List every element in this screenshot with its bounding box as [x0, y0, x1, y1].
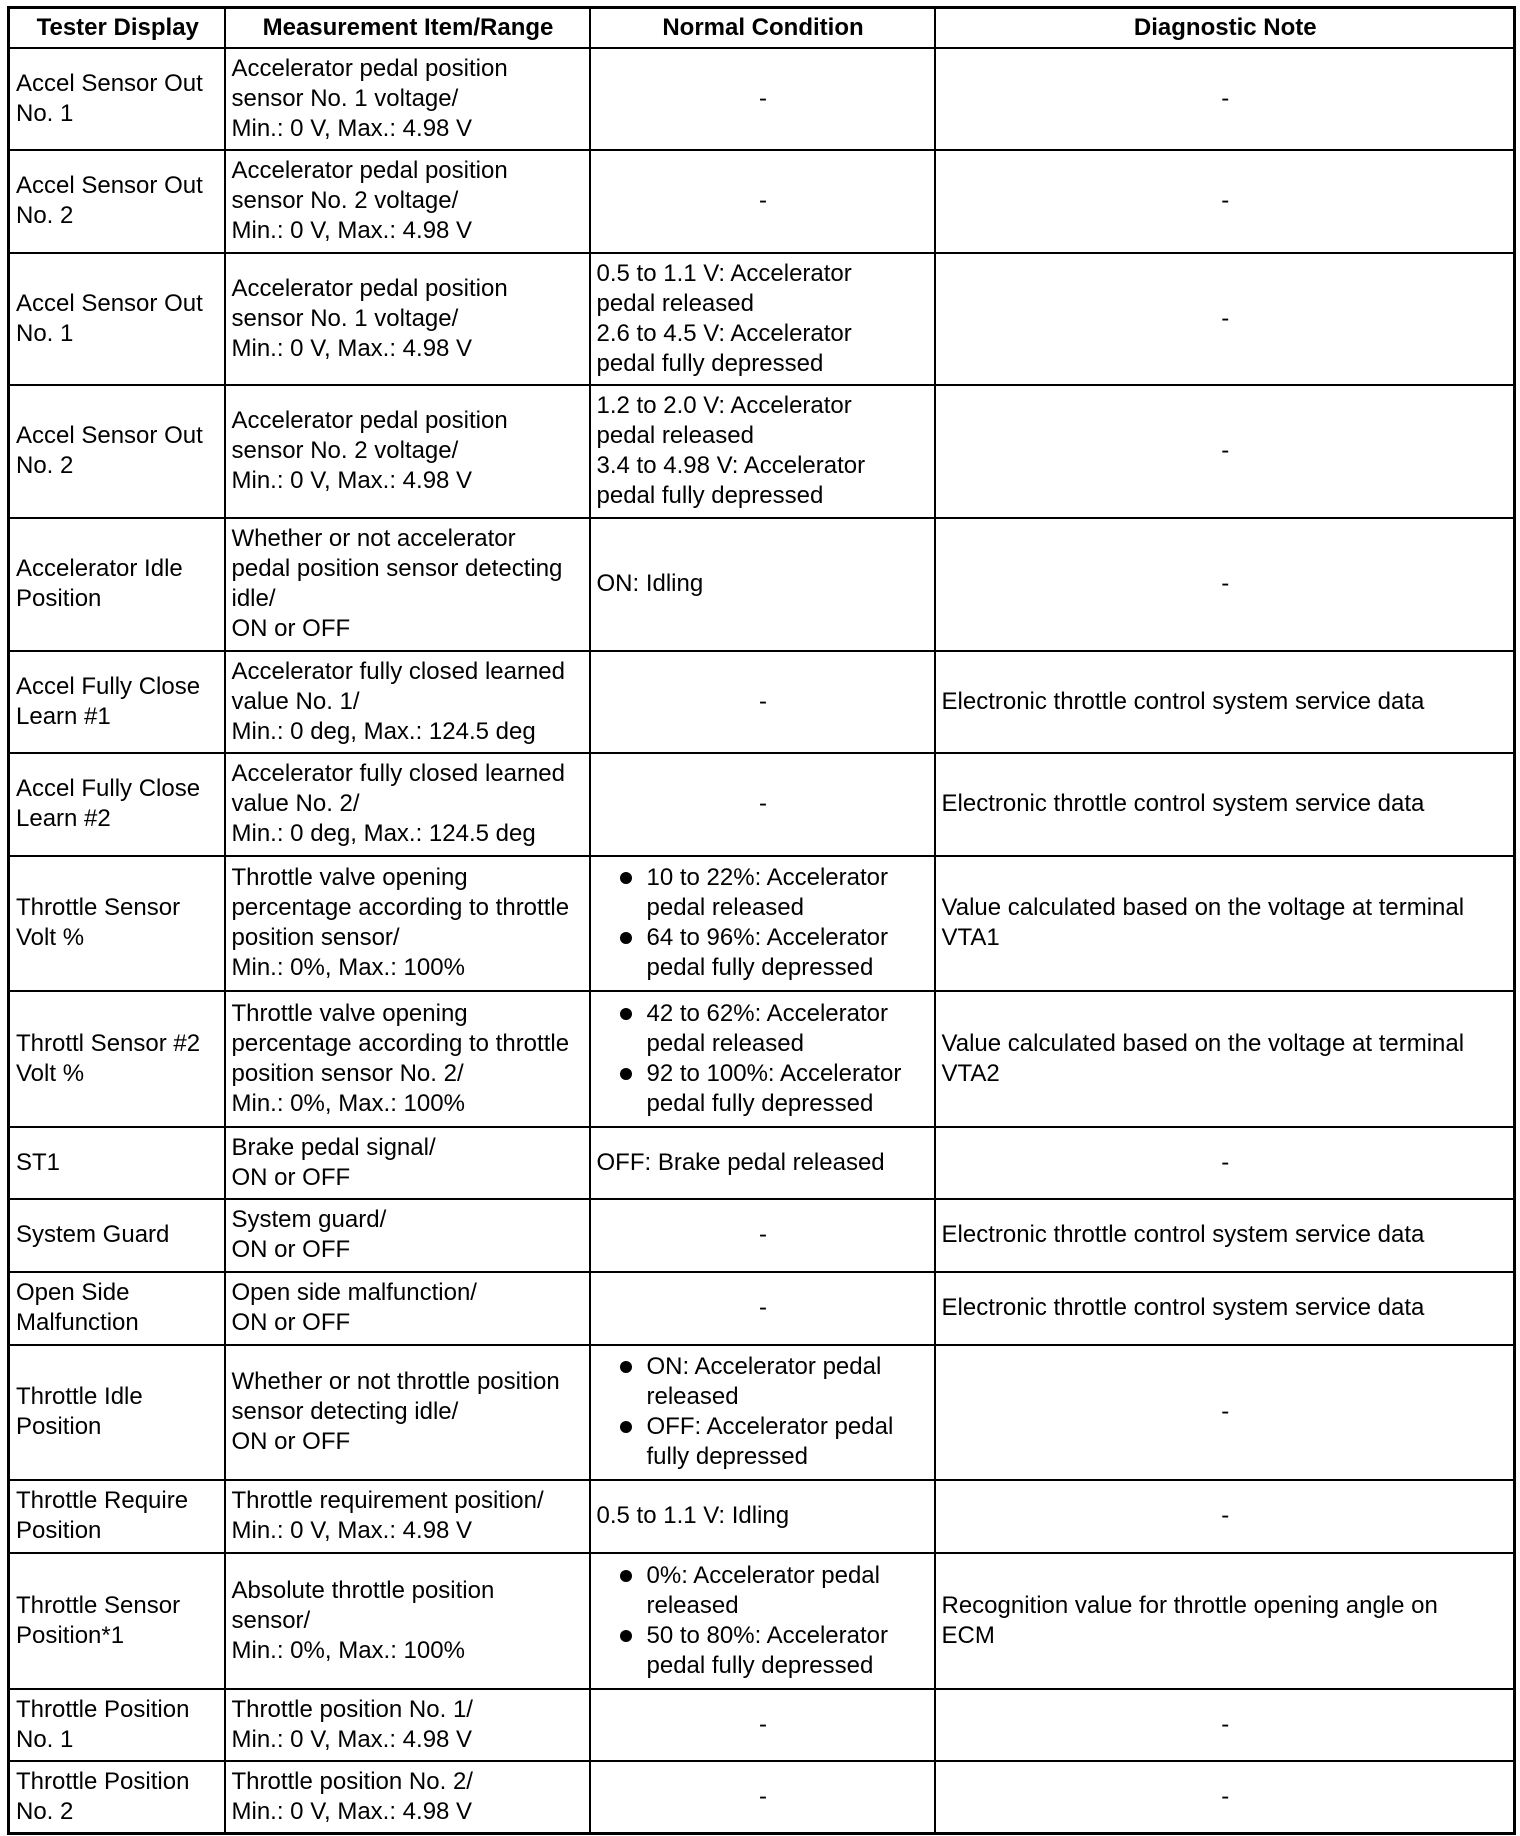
cell-tester-display: Throttle Sensor Position*1: [9, 1553, 225, 1689]
cell-normal-condition: -: [590, 753, 935, 856]
bullet-icon: [620, 1630, 632, 1642]
cell-diagnostic-note: -: [935, 1345, 1515, 1480]
table-row: [9, 1199, 1515, 1272]
cell-measurement-item: System guard/ ON or OFF: [225, 1199, 590, 1272]
cell-measurement-item: Whether or not accelerator pedal position sensor detecting idle/ ON or OFF: [225, 518, 590, 651]
cell-diagnostic-note: -: [935, 1689, 1515, 1761]
table-row: [9, 856, 1515, 991]
cell-diagnostic-note: Recognition value for throttle opening angle on ECM: [935, 1553, 1515, 1689]
cell-normal-condition: -: [590, 1199, 935, 1272]
cell-tester-display: Accelerator Idle Position: [9, 518, 225, 651]
bullet-text: 0%: Accelerator pedal released: [646, 1561, 880, 1619]
table-row: [9, 1761, 1515, 1834]
cell-diagnostic-note: Electronic throttle control system service data: [935, 753, 1515, 856]
cell-normal-condition: 1.2 to 2.0 V: Accelerator pedal released 3.4 to 4.98 V: Accelerator pedal fully depressed: [590, 385, 935, 518]
cell-normal-condition: -: [590, 1689, 935, 1761]
cell-diagnostic-note: Value calculated based on the voltage at terminal VTA1: [935, 856, 1515, 991]
bullet-item: [597, 999, 930, 1059]
cell-tester-display: Throttle Position No. 2: [9, 1761, 225, 1834]
bullet-icon: [620, 872, 632, 884]
table-row: [9, 1553, 1515, 1689]
cell-normal-condition: 0.5 to 1.1 V: Idling: [590, 1480, 935, 1553]
cell-normal-condition: [590, 856, 935, 991]
cell-diagnostic-note: Electronic throttle control system service data: [935, 1199, 1515, 1272]
table-row: [9, 1689, 1515, 1761]
bullet-text: 42 to 62%: Accelerator pedal released: [646, 999, 888, 1057]
cell-diagnostic-note: -: [935, 150, 1515, 253]
cell-measurement-item: Accelerator pedal position sensor No. 2 voltage/ Min.: 0 V, Max.: 4.98 V: [225, 385, 590, 518]
cell-diagnostic-note: Electronic throttle control system service data: [935, 1272, 1515, 1345]
bullet-icon: [620, 1570, 632, 1582]
cell-normal-condition: -: [590, 48, 935, 150]
cell-tester-display: Accel Fully Close Learn #1: [9, 651, 225, 753]
cell-tester-display: Throttle Position No. 1: [9, 1689, 225, 1761]
cell-measurement-item: Brake pedal signal/ ON or OFF: [225, 1127, 590, 1199]
cell-measurement-item: Accelerator pedal position sensor No. 1 voltage/ Min.: 0 V, Max.: 4.98 V: [225, 253, 590, 385]
cell-diagnostic-note: -: [935, 1127, 1515, 1199]
bullet-item: [597, 1621, 930, 1681]
cell-tester-display: Throttl Sensor #2 Volt %: [9, 991, 225, 1127]
cell-diagnostic-note: Value calculated based on the voltage at terminal VTA2: [935, 991, 1515, 1127]
bullet-icon: [620, 1421, 632, 1433]
cell-measurement-item: Throttle requirement position/ Min.: 0 V, Max.: 4.98 V: [225, 1480, 590, 1553]
cell-normal-condition: [590, 1553, 935, 1689]
table-row: [9, 150, 1515, 253]
bullet-text: 92 to 100%: Accelerator pedal fully depressed: [646, 1059, 902, 1117]
cell-measurement-item: Throttle valve opening percentage according to throttle position sensor No. 2/ Min.: 0%, Max.: 100%: [225, 991, 590, 1127]
cell-normal-condition: -: [590, 1272, 935, 1345]
header-tester-display: Tester Display: [9, 8, 225, 48]
cell-normal-condition: [590, 991, 935, 1127]
cell-measurement-item: Accelerator pedal position sensor No. 1 voltage/ Min.: 0 V, Max.: 4.98 V: [225, 48, 590, 150]
bullet-item: [597, 923, 930, 983]
header-normal-condition: Normal Condition: [590, 8, 935, 48]
table-row: [9, 48, 1515, 150]
cell-normal-condition: -: [590, 1761, 935, 1834]
bullet-icon: [620, 1068, 632, 1080]
data-list-table: [7, 6, 1516, 1835]
cell-tester-display: Open Side Malfunction: [9, 1272, 225, 1345]
table-row: [9, 1345, 1515, 1480]
table-row: [9, 651, 1515, 753]
table-row: [9, 253, 1515, 385]
bullet-icon: [620, 932, 632, 944]
cell-measurement-item: Accelerator pedal position sensor No. 2 voltage/ Min.: 0 V, Max.: 4.98 V: [225, 150, 590, 253]
cell-diagnostic-note: Electronic throttle control system service data: [935, 651, 1515, 753]
cell-measurement-item: Open side malfunction/ ON or OFF: [225, 1272, 590, 1345]
cell-tester-display: System Guard: [9, 1199, 225, 1272]
table-row: [9, 385, 1515, 518]
header-measurement-item: Measurement Item/Range: [225, 8, 590, 48]
bullet-item: [597, 1059, 930, 1119]
cell-tester-display: ST1: [9, 1127, 225, 1199]
table-row: [9, 991, 1515, 1127]
header-diagnostic-note: Diagnostic Note: [935, 8, 1515, 48]
cell-diagnostic-note: -: [935, 1761, 1515, 1834]
cell-tester-display: Accel Sensor Out No. 1: [9, 48, 225, 150]
cell-tester-display: Throttle Sensor Volt %: [9, 856, 225, 991]
cell-normal-condition: -: [590, 651, 935, 753]
cell-diagnostic-note: -: [935, 48, 1515, 150]
cell-tester-display: Accel Sensor Out No. 1: [9, 253, 225, 385]
cell-tester-display: Accel Sensor Out No. 2: [9, 385, 225, 518]
table-header-row: [9, 8, 1515, 48]
cell-tester-display: Accel Fully Close Learn #2: [9, 753, 225, 856]
cell-normal-condition: -: [590, 150, 935, 253]
bullet-item: [597, 1561, 930, 1621]
cell-normal-condition: 0.5 to 1.1 V: Accelerator pedal released 2.6 to 4.5 V: Accelerator pedal fully depressed: [590, 253, 935, 385]
cell-diagnostic-note: -: [935, 385, 1515, 518]
bullet-item: [597, 863, 930, 923]
table-row: [9, 518, 1515, 651]
cell-tester-display: Throttle Require Position: [9, 1480, 225, 1553]
bullet-icon: [620, 1361, 632, 1373]
bullet-text: 64 to 96%: Accelerator pedal fully depressed: [646, 924, 888, 981]
cell-measurement-item: Throttle valve opening percentage according to throttle position sensor/ Min.: 0%, Max.: 100%: [225, 856, 590, 991]
cell-measurement-item: Whether or not throttle position sensor detecting idle/ ON or OFF: [225, 1345, 590, 1480]
bullet-text: ON: Accelerator pedal released: [646, 1353, 882, 1410]
bullet-item: [597, 1412, 930, 1472]
table-row: [9, 1272, 1515, 1345]
bullet-text: OFF: Accelerator pedal fully depressed: [646, 1413, 894, 1470]
bullet-icon: [620, 1008, 632, 1020]
bullet-text: 50 to 80%: Accelerator pedal fully depressed: [646, 1621, 888, 1679]
bullet-item: [597, 1352, 930, 1412]
table-row: [9, 753, 1515, 856]
cell-diagnostic-note: -: [935, 518, 1515, 651]
table-row: [9, 1480, 1515, 1553]
cell-measurement-item: Throttle position No. 1/ Min.: 0 V, Max.: 4.98 V: [225, 1689, 590, 1761]
cell-tester-display: Throttle Idle Position: [9, 1345, 225, 1480]
cell-normal-condition: ON: Idling: [590, 518, 935, 651]
bullet-text: 10 to 22%: Accelerator pedal released: [646, 864, 888, 921]
table-row: [9, 1127, 1515, 1199]
cell-measurement-item: Throttle position No. 2/ Min.: 0 V, Max.: 4.98 V: [225, 1761, 590, 1834]
cell-normal-condition: OFF: Brake pedal released: [590, 1127, 935, 1199]
cell-measurement-item: Accelerator fully closed learned value No. 2/ Min.: 0 deg, Max.: 124.5 deg: [225, 753, 590, 856]
cell-diagnostic-note: -: [935, 253, 1515, 385]
cell-tester-display: Accel Sensor Out No. 2: [9, 150, 225, 253]
cell-measurement-item: Accelerator fully closed learned value No. 1/ Min.: 0 deg, Max.: 124.5 deg: [225, 651, 590, 753]
cell-measurement-item: Absolute throttle position sensor/ Min.: 0%, Max.: 100%: [225, 1553, 590, 1689]
cell-normal-condition: [590, 1345, 935, 1480]
cell-diagnostic-note: -: [935, 1480, 1515, 1553]
